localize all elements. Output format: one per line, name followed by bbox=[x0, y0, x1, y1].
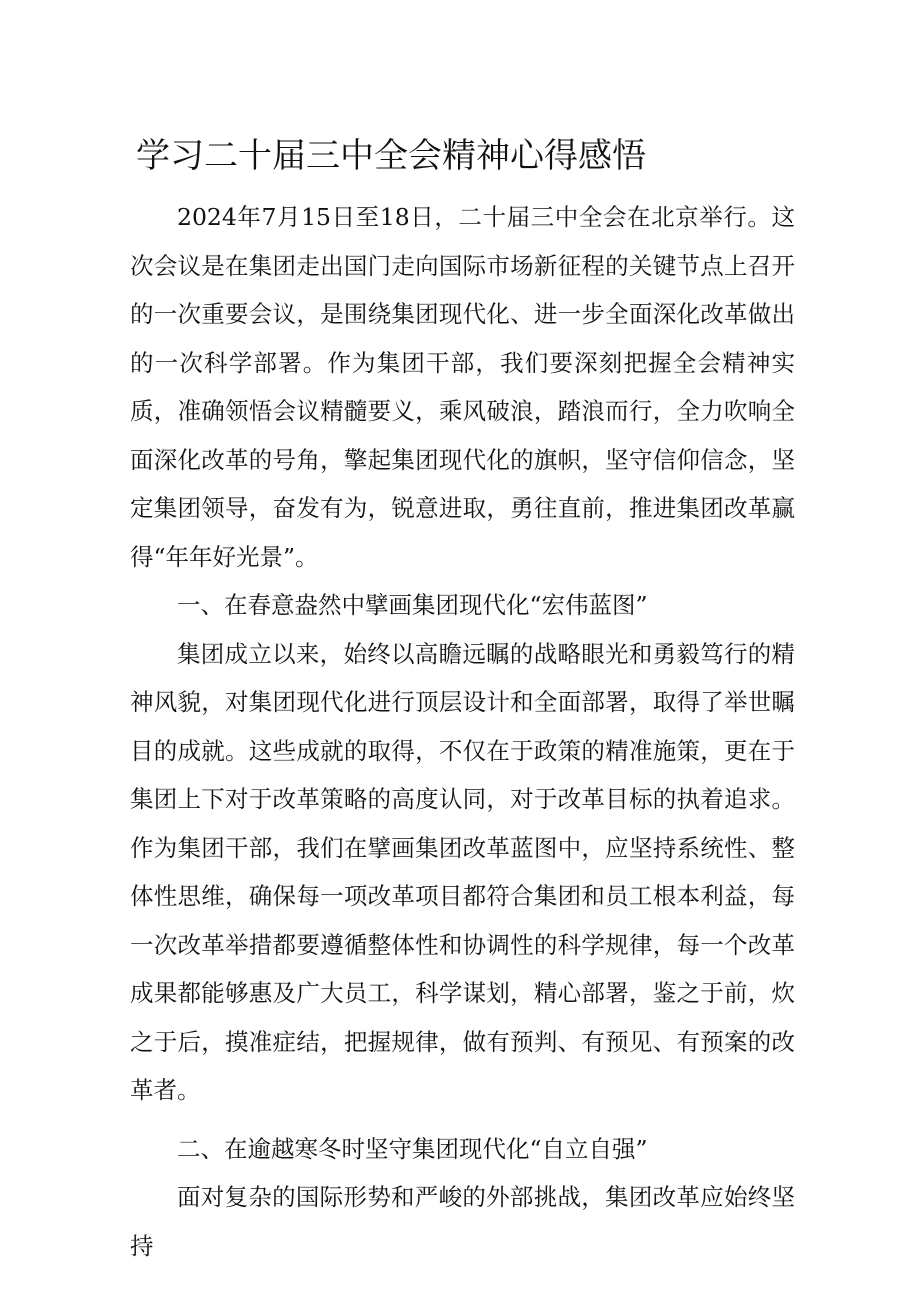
section-body-1: 集团成立以来，始终以高瞻远瞩的战略眼光和勇毅笃行的精神风貌，对集团现代化进行顶层设计和全面部署，取得了举世瞩目的成就。这些成就的取得，不仅在于政策的精准施策，更在于集团上下对于改革策略的高度认同，对于改革目标的执着追求。作为集团干部，我们在擘画集团改革蓝图中，应坚持系统性、整体性思维，确保每一项改革项目都符合集团和员工根本利益，每一次改革举措都要遵循整体性和协调性的科学规律，每一个改革成果都能够惠及广大员工，科学谋划，精心部署，鉴之于前，炊之于后，摸准症结，把握规律，做有预判、有预见、有预案的改革者。 bbox=[130, 639, 795, 1104]
document-title: 学习二十届三中全会精神心得感悟 bbox=[136, 136, 646, 176]
intro-paragraph: 2024年7月15日至18日，二十届三中全会在北京举行。这次会议是在集团走出国门走向国际市场新征程的关键节点上召开的一次重要会议，是围绕集团现代化、进一步全面深化改革做出的一次科学部署。作为集团干部，我们要深刻把握全会精神实质，准确领悟会议精髓要义，乘风破浪，踏浪而行，全力吹响全面深化改革的号角，擎起集团现代化的旗帜，坚守信仰信念，坚定集团领导，奋发有为，锐意进取，勇往直前，推进集团改革赢得“年年好光景”。 bbox=[130, 203, 795, 571]
document-body bbox=[130, 193, 795, 1270]
section-heading-1: 一、在春意盎然中擘画集团现代化“宏伟蓝图” bbox=[177, 591, 648, 619]
section-body-2: 面对复杂的国际形势和严峻的外部挑战，集团改革应始终坚持 bbox=[130, 1183, 795, 1260]
section-heading-2: 二、在逾越寒冬时坚守集团现代化“自立自强” bbox=[177, 1134, 648, 1163]
